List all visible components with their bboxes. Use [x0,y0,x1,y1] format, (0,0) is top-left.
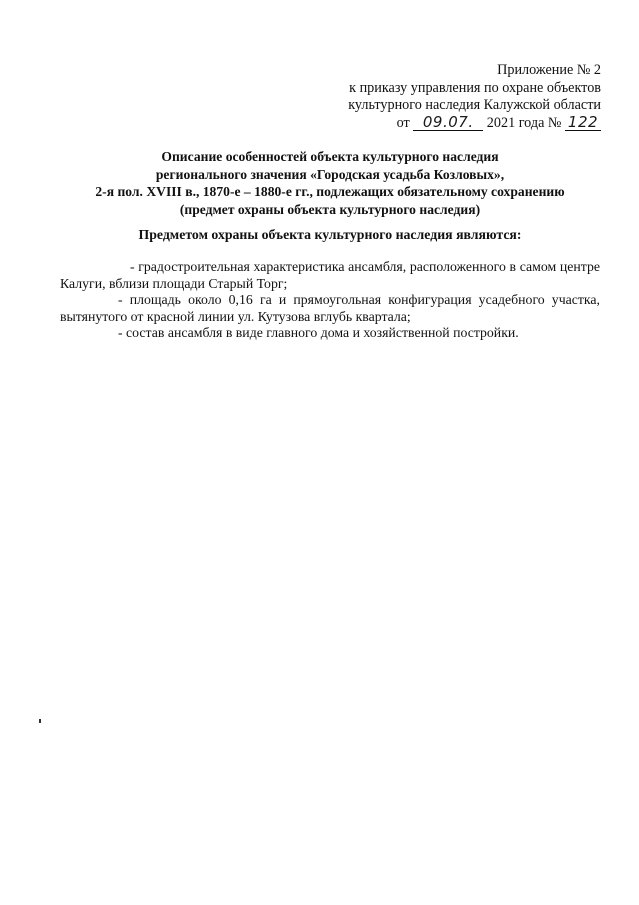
title-line-2: регионального значения «Городская усадьба Козловых», [155,166,505,182]
list-item: - градостроительная характеристика ансамбля, расположенного в самом центре Калуги, вблизи площади Старый Торг; [60,259,600,291]
title-line-4: (предмет охраны объекта культурного наследия) [179,201,481,217]
appendix-authority: культурного наследия Калужской области [348,97,601,113]
handwritten-date: 09.07. [422,112,474,131]
list-item: - площадь около 0,16 га и прямоугольная конфигурация усадебного участка, вытянутого от красной линии ул. Кутузова вглубь квартала; [60,292,600,324]
order-number-field [565,112,601,131]
scan-mark [39,719,41,723]
appendix-order-ref: к приказу управления по охране объектов [349,79,601,96]
date-field [413,112,483,131]
appendix-header [301,62,601,132]
title-line-3: 2-я пол. XVIII в., 1870-е – 1880-е гг., подлежащих обязательному сохранению [95,184,565,199]
list-item: - состав ансамбля в виде главного дома и хозяйственной постройки. [118,325,519,340]
date-from-label: от [396,114,410,131]
protection-items-list [60,259,600,342]
handwritten-number: 122 [567,112,599,131]
appendix-date-line [301,112,601,133]
title-line-1: Описание особенностей объекта культурного наследия [161,149,499,164]
document-title [60,148,600,218]
subject-heading: Предметом охраны объекта культурного наследия являются: [138,227,522,242]
year-label: 2021 года № [486,114,562,131]
appendix-number: Приложение № 2 [497,62,601,78]
